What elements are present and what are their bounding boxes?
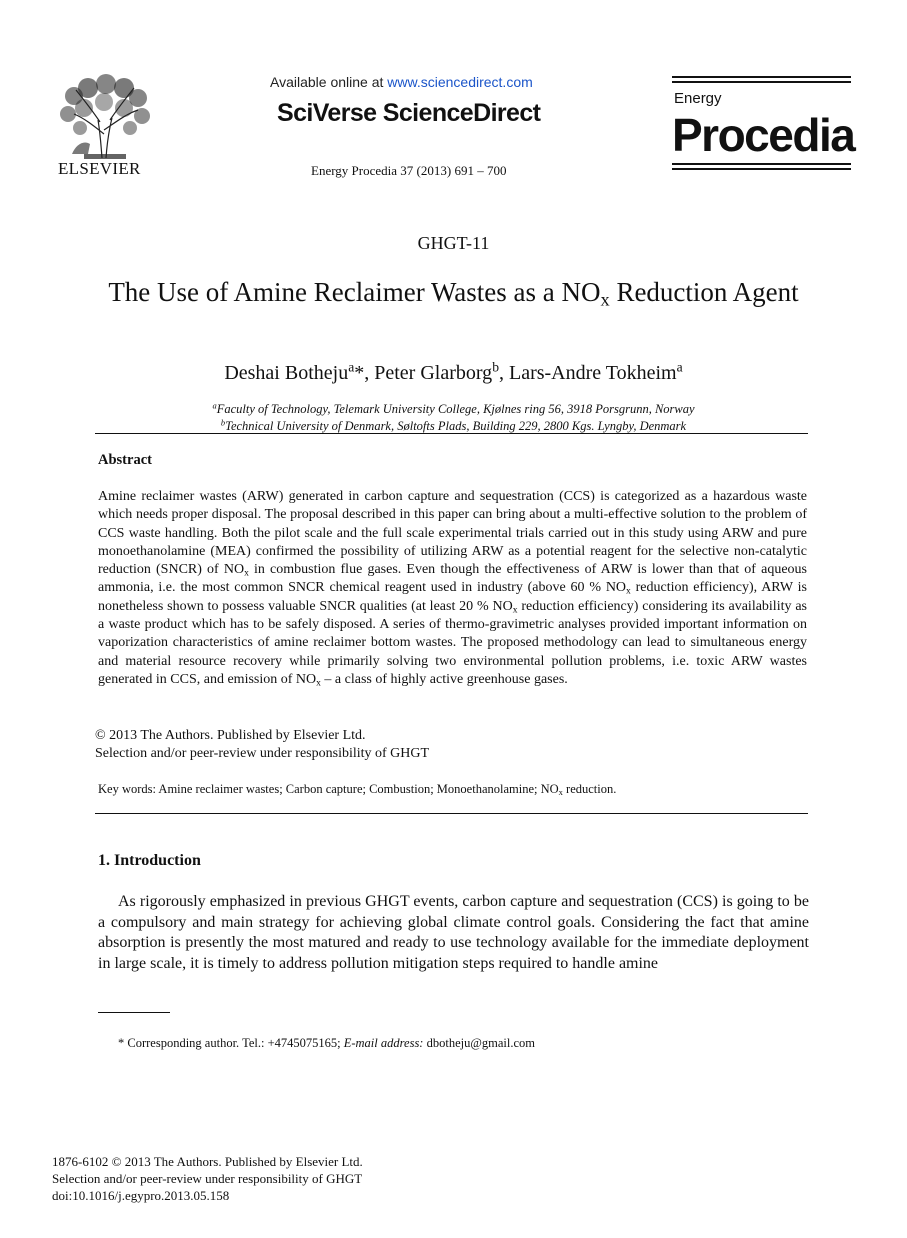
affiliation-mark: a [212,400,217,411]
author-name: Lars-Andre Tokheim [508,362,677,384]
affiliations [0,401,907,435]
author-affiliation-mark: b [492,359,499,375]
email-label: E-mail address: [343,1036,424,1050]
bottom-publication-info [52,1153,363,1204]
author-affiliation-mark: a [676,359,683,375]
subscript: x [512,605,518,616]
conference-label: GHGT-11 [417,233,490,253]
abstract-heading: Abstract [98,452,152,468]
affiliation-text: Technical University of Denmark, Søltofts Plads, Building 229, 2800 Kgs. Lyngby, Denmark [225,419,687,433]
subscript: x [626,586,631,597]
subscript: x [316,678,321,689]
sciverse-logo: SciVerse ScienceDirect [277,99,541,127]
title-part-1: The Use of Amine Reclaimer Wastes as a NO [108,277,601,307]
footnote-rule [98,1012,170,1013]
journal-reference: Energy Procedia 37 (2013) 691 – 700 [311,163,507,178]
affiliation-mark: b [220,417,226,428]
paper-title [100,276,807,309]
email-address: dbotheju@gmail.com [423,1036,535,1050]
title-part-2: Reduction Agent [609,277,799,307]
subscript: x [558,787,563,798]
affiliation-text: Faculty of Technology, Telemark University College, Kjølnes ring 56, 3918 Porsgrunn, Norway [216,402,695,416]
issn-copyright-line: 1876-6102 © 2013 The Authors. Published by Elsevier Ltd. [52,1154,363,1169]
procedia-rule-bottom [672,163,851,173]
peer-review-line: Selection and/or peer-review under responsibility of GHGT [52,1171,363,1186]
abstract-text: reduction efficiency) considering its availability as a waste product which has to be safely disposed. A series of thermo-gravimetric analyses provided important information on vaporization characteristics of amine reclaimer bottom wastes. The proposed methodology can lead to simultaneous energy and material resource recovery while primarily solving two environmental pollution problems, i.e. toxic ARW wastes generated in CCS, and emission of NO [98,598,807,687]
publisher-name: ELSEVIER [58,159,141,178]
corresponding-mark: * [354,362,365,384]
author-name: Deshai Botheju [224,362,349,384]
divider-top [95,433,808,434]
procedia-rule-top [672,76,851,86]
journal-big-name: Procedia [672,109,855,161]
doi-line: doi:10.1016/j.egypro.2013.05.158 [52,1188,230,1203]
affiliation-line [0,401,907,418]
author-name: Peter Glarborg [374,362,493,384]
abstract-body [98,488,807,689]
journal-small-name: Energy [674,90,722,107]
peer-review-line: Selection and/or peer-review under responsibility of GHGT [95,746,430,761]
author-separator: , [364,362,375,384]
copyright-notice [95,727,429,763]
abstract-text: in combustion flue gases. Even though the effectiveness of ARW is lower than that of aqueous ammonia, i.e. the most common SNCR chemical reagent used in industry (above 60 % NO [98,562,807,596]
keywords-tail: reduction. [562,782,617,796]
section-heading-introduction: 1. Introduction [98,852,201,869]
copyright-line: © 2013 The Authors. Published by Elsevier Ltd. [95,728,366,743]
title-subscript: x [600,289,610,310]
author-list [0,359,907,385]
corresponding-author-footnote [118,1036,535,1051]
abstract-text: Amine reclaimer wastes (ARW) generated in carbon capture and sequestration (CCS) is categorized as a hazardous waste which needs proper disposal. The proposal described in this paper can bring about a multi-effective solution to the problem of CCS waste handling. Both the pilot scale and the full scale experimental trials carried out in this study using ARW and pure monoethanolamine (MEA) confirmed the possibility of utilizing ARW as a potential reagent for the selective non-catalytic reduction (SNCR) of NO [98,489,807,578]
author-separator: , [498,362,509,384]
available-text: Available online at [270,74,388,90]
keywords-text: Key words: Amine reclaimer wastes; Carbon capture; Combustion; Monoethanolamine; NO [98,782,559,796]
introduction-body: As rigorously emphasized in previous GHGT events, carbon capture and sequestration (CCS) is going to be a compulsory and main strategy for achieving global climate control goals. Considering the fact that amine absorption is presently the most matured and ready to use technology available for the immediate deployment in large scale, it is timely to address pollution mitigation steps required to handle amine [98,893,809,972]
available-online-line [270,74,533,90]
keywords [98,782,616,797]
abstract-text: reduction efficiency), ARW is nonetheless shown to possess valuable SNCR qualities (at least 20 % NO [98,580,807,614]
subscript: x [244,568,249,579]
footnote-text: * Corresponding author. Tel.: +4745075165; [118,1036,344,1050]
divider-bottom [95,813,808,814]
sciencedirect-link[interactable]: www.sciencedirect.com [387,74,533,90]
abstract-text: – a class of highly active greenhouse gases. [320,671,568,687]
author-affiliation-mark: a [348,359,355,375]
